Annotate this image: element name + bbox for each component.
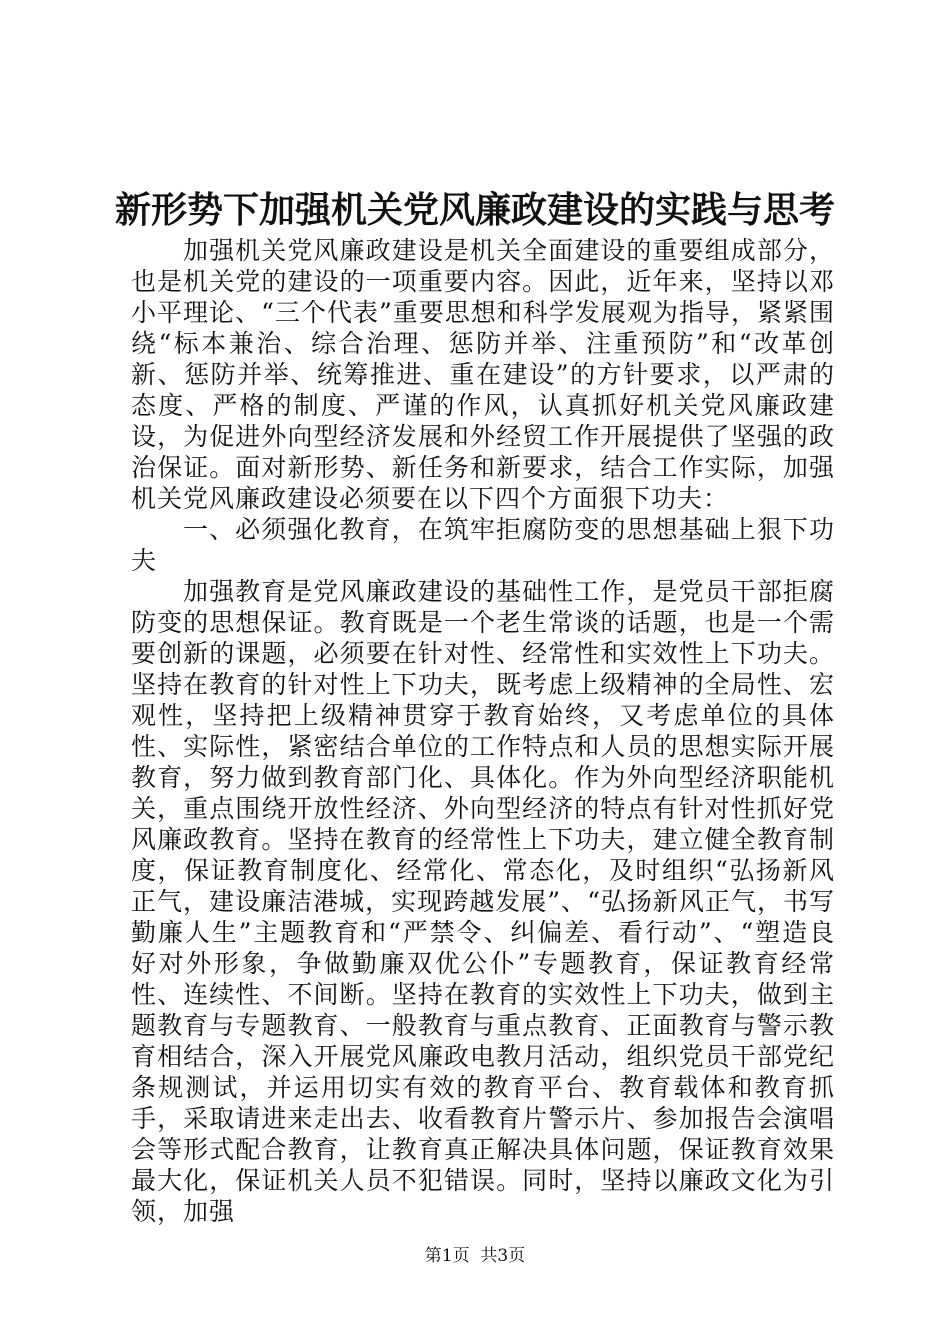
page-footer xyxy=(0,1244,950,1268)
document-title: 新形势下加强机关党风廉政建设的实践与思考 xyxy=(114,189,835,231)
document-body xyxy=(131,235,835,1227)
paragraph-intro: 加强机关党风廉政建设是机关全面建设的重要组成部分，也是机关党的建设的一项重要内容。因此，近年来，坚持以邓小平理论、“三个代表”重要思想和科学发展观为指导，紧紧围绕“标本兼治、综合治理、惩防并举、注重预防”和“改革创新、惩防并举、统筹推进、重在建设”的方针要求，以严肃的态度、严格的制度、严谨的作风，认真抓好机关党风廉政建设，为促进外向型经济发展和外经贸工作开展提供了坚强的政治保证。面对新形势、新任务和新要求，结合工作实际，加强机关党风廉政建设必须要在以下四个方面狠下功夫： xyxy=(131,236,835,513)
paragraph-education: 加强教育是党风廉政建设的基础性工作，是党员干部拒腐防变的思想保证。教育既是一个老生常谈的话题，也是一个需要创新的课题，必须要在针对性、经常性和实效性上下功夫。坚持在教育的针对性上下功夫，既考虑上级精神的全局性、宏观性，坚持把上级精神贯穿于教育始终，又考虑单位的具体性、实际性，紧密结合单位的工作特点和人员的思想实际开展教育，努力做到教育部门化、具体化。作为外向型经济职能机关，重点围绕开放性经济、外向型经济的特点有针对性抓好党风廉政教育。坚持在教育的经常性上下功夫，建立健全教育制度，保证教育制度化、经常化、常态化，及时组织“弘扬新风正气，建设廉洁港城，实现跨越发展”、“弘扬新风正气，书写勤廉人生”主题教育和“严禁令、纠偏差、看行动”、“塑造良好对外形象，争做勤廉双优公仆”专题教育，保证教育经常性、连续性、不间断。坚持在教育的实效性上下功夫，做到主题教育与专题教育、一般教育与重点教育、正面教育与警示教育相结合，深入开展党风廉政电教月活动，组织党员干部党纪条规测试，并运用切实有效的教育平台、教育载体和教育抓手，采取请进来走出去、收看教育片警示片、参加报告会演唱会等形式配合教育，让教育真正解决具体问题，保证教育效果最大化，保证机关人员不犯错误。同时，坚持以廉政文化为引领，加强 xyxy=(131,577,835,1226)
page-number: 第1页 xyxy=(424,1246,470,1266)
section-heading-1: 一、必须强化教育，在筑牢拒腐防变的思想基础上狠下功夫 xyxy=(131,515,835,575)
page-total: 共3页 xyxy=(480,1246,526,1266)
